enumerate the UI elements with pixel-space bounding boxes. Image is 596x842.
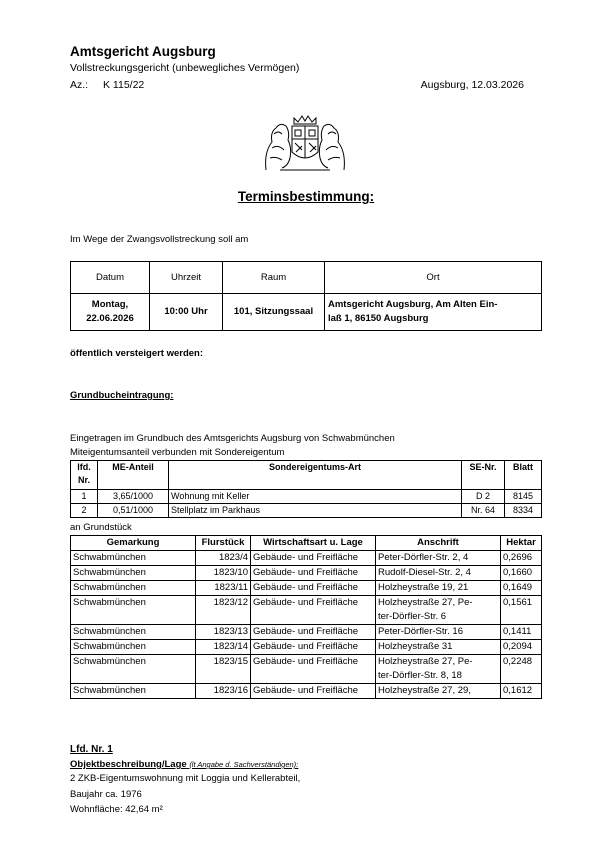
row-gemarkung: Schwabmünchen [71,640,196,655]
court-name: Amtsgericht Augsburg [70,44,216,59]
row-anschrift: Holzheystraße 19, 21 [376,581,501,596]
row-hektar: 0,2696 [501,551,542,566]
object-line-3: Wohnfläche: 42,64 m² [70,804,163,815]
row-flurstueck: 1823/15 [196,655,251,684]
header-room: Raum [223,262,325,294]
row-wirtschaftsart: Gebäude- und Freifläche [251,640,376,655]
parcel-table [70,535,542,699]
case-number: K 115/22 [103,79,145,91]
row-hektar: 0,1649 [501,581,542,596]
row-se-type: Stellplatz im Parkhaus [169,504,462,518]
court-subtitle: Vollstreckungsgericht (unbewegliches Vermögen) [70,62,300,74]
row-flurstueck: 1823/11 [196,581,251,596]
table-row [71,504,542,518]
header-se-type: Sondereigentums-Art [169,461,462,490]
row-anschrift: Holzheystraße 27, 29, [376,684,501,699]
row-wirtschaftsart: Gebäude- und Freifläche [251,581,376,596]
parcel-header-row [71,536,542,551]
row-wirtschaftsart: Gebäude- und Freifläche [251,655,376,684]
table-row [71,625,542,640]
row-hektar: 0,1660 [501,566,542,581]
object-line-1: 2 ZKB-Eigentumswohnung mit Loggia und Kellerabteil, [70,773,301,784]
row-me-share: 3,65/1000 [98,490,169,504]
appointment-date: Montag, 22.06.2026 [71,294,150,331]
row-flurstueck: 1823/13 [196,625,251,640]
row-gemarkung: Schwabmünchen [71,596,196,625]
row-gemarkung: Schwabmünchen [71,625,196,640]
appointment-time: 10:00 Uhr [150,294,223,331]
row-gemarkung: Schwabmünchen [71,684,196,699]
row-hektar: 0,2248 [501,655,542,684]
row-gemarkung: Schwabmünchen [71,655,196,684]
header-se-nr: SE-Nr. [462,461,505,490]
row-gemarkung: Schwabmünchen [71,581,196,596]
header-me-share: ME-Anteil [98,461,169,490]
row-hektar: 0,1411 [501,625,542,640]
header-wirtschaftsart: Wirtschaftsart u. Lage [251,536,376,551]
row-hektar: 0,1561 [501,596,542,625]
row-wirtschaftsart: Gebäude- und Freifläche [251,596,376,625]
row-blatt: 8145 [505,490,542,504]
coat-of-arms-icon [260,112,350,174]
table-row [71,684,542,699]
header-anschrift: Anschrift [376,536,501,551]
header-blatt: Blatt [505,461,542,490]
appointment-value-row [71,294,542,331]
row-flurstueck: 1823/14 [196,640,251,655]
table-row [71,490,542,504]
row-anschrift: Holzheystraße 27, Pe- ter-Dörfler-Str. 8, 18 [376,655,501,684]
row-flurstueck: 1823/4 [196,551,251,566]
row-wirtschaftsart: Gebäude- und Freifläche [251,566,376,581]
row-hektar: 0,1612 [501,684,542,699]
row-gemarkung: Schwabmünchen [71,551,196,566]
row-lfd: 1 [71,490,98,504]
row-se-nr: D 2 [462,490,505,504]
object-description-note: (lt Angabe d. Sachverständigen): [189,760,299,769]
row-anschrift: Peter-Dörfler-Str. 16 [376,625,501,640]
grundbuch-text-2: Miteigentumsanteil verbunden mit Sondereigentum [70,447,285,458]
table-row [71,655,542,684]
row-gemarkung: Schwabmünchen [71,566,196,581]
header-gemarkung: Gemarkung [71,536,196,551]
an-grundstueck-label: an Grundstück [70,522,132,533]
intro-text: Im Wege der Zwangsvollstreckung soll am [70,234,249,245]
row-anschrift: Holzheystraße 31 [376,640,501,655]
row-flurstueck: 1823/16 [196,684,251,699]
header-flurstueck: Flurstück [196,536,251,551]
row-anschrift: Rudolf-Diesel-Str. 2, 4 [376,566,501,581]
auction-statement: öffentlich versteigert werden: [70,348,204,359]
row-wirtschaftsart: Gebäude- und Freifläche [251,625,376,640]
header-lfd: lfd. Nr. [71,461,98,490]
row-lfd: 2 [71,504,98,518]
grundbuch-text-1: Eingetragen im Grundbuch des Amtsgerichts Augsburg von Schwabmünchen [70,433,395,444]
row-flurstueck: 1823/12 [196,596,251,625]
appointment-room: 101, Sitzungssaal [223,294,325,331]
share-header-row [71,461,542,490]
header-date: Datum [71,262,150,294]
row-se-type: Wohnung mit Keller [169,490,462,504]
object-description-heading: Objektbeschreibung/Lage (lt Angabe d. Sachverständigen): [70,759,299,770]
place-date: Augsburg, 12.03.2026 [420,79,524,91]
table-row [71,581,542,596]
grundbuch-heading: Grundbucheintragung: [70,390,174,401]
row-hektar: 0,2094 [501,640,542,655]
document-title: Terminsbestimmung: [237,189,375,204]
appointment-header-row [71,262,542,294]
table-row [71,566,542,581]
case-number-label: Az.: [70,79,89,91]
table-row [71,640,542,655]
row-se-nr: Nr. 64 [462,504,505,518]
row-wirtschaftsart: Gebäude- und Freifläche [251,684,376,699]
object-line-2: Baujahr ca. 1976 [70,789,142,800]
header-place: Ort [325,262,542,294]
lfd-nr-heading: Lfd. Nr. 1 [70,744,113,755]
row-anschrift: Peter-Dörfler-Str. 2, 4 [376,551,501,566]
row-blatt: 8334 [505,504,542,518]
appointment-table [70,261,542,331]
row-me-share: 0,51/1000 [98,504,169,518]
row-wirtschaftsart: Gebäude- und Freifläche [251,551,376,566]
table-row [71,551,542,566]
share-table [70,460,542,518]
row-flurstueck: 1823/10 [196,566,251,581]
table-row [71,596,542,625]
appointment-place: Amtsgericht Augsburg, Am Alten Ein- laß 1, 86150 Augsburg [325,294,542,331]
header-hektar: Hektar [501,536,542,551]
row-anschrift: Holzheystraße 27, Pe- ter-Dörfler-Str. 6 [376,596,501,625]
header-time: Uhrzeit [150,262,223,294]
